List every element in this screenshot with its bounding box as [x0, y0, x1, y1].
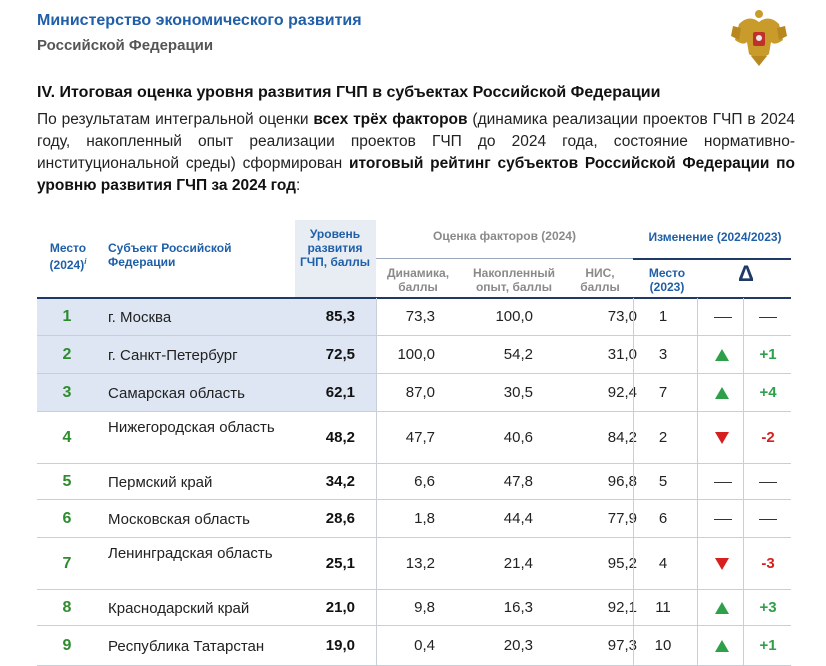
column-divider [633, 500, 634, 538]
table-row [37, 336, 795, 374]
table-row [37, 626, 795, 666]
dynamics-score: 13,2 [405, 555, 435, 572]
column-divider [743, 336, 744, 374]
table-row [37, 590, 795, 626]
rank-number: 7 [62, 555, 72, 572]
rank-number: 5 [62, 473, 72, 490]
trend-up-icon [715, 349, 729, 361]
column-divider [376, 464, 377, 500]
header-factors-group: Оценка факторов (2024) [433, 229, 576, 243]
level-score: 62,1 [325, 384, 355, 401]
column-divider [376, 298, 377, 336]
header-level: Уровень развития ГЧП, баллы [299, 227, 371, 269]
rank-number: 9 [62, 637, 72, 654]
rank-number: 3 [62, 384, 72, 401]
dynamics-score: 73,3 [405, 308, 435, 325]
divider [633, 258, 791, 260]
place-2023: 1 [658, 308, 668, 325]
column-divider [743, 298, 744, 336]
column-divider [633, 538, 634, 590]
column-divider [697, 374, 698, 412]
divider [376, 258, 633, 259]
header-delta: Δ [738, 261, 754, 286]
place-2023: 5 [658, 473, 668, 490]
section-title: IV. Итоговая оценка уровня развития ГЧП в субъектах Российской Федерации [37, 84, 661, 101]
column-divider [376, 336, 377, 374]
experience-score: 30,5 [503, 384, 533, 401]
ministry-name: Министерство экономического развития [37, 12, 362, 29]
table-row [37, 500, 795, 538]
intro-text: : [296, 177, 301, 194]
no-change-dash-icon [714, 317, 732, 318]
intro-bold-factors: всех трёх факторов [313, 111, 468, 128]
delta-value: +1 [759, 346, 777, 363]
place-2023: 6 [658, 510, 668, 527]
column-divider [697, 336, 698, 374]
delta-value: +4 [759, 384, 777, 401]
column-divider [633, 298, 634, 336]
experience-score: 40,6 [503, 429, 533, 446]
subject-name: Нижегородская область [108, 419, 275, 436]
nis-score: 84,2 [607, 429, 637, 446]
level-score: 19,0 [325, 637, 355, 654]
column-divider [376, 626, 377, 666]
place-2023: 7 [658, 384, 668, 401]
subject-name: Ленинградская область [108, 545, 273, 562]
delta-none-dash-icon [759, 482, 777, 483]
column-divider [743, 538, 744, 590]
rank-number: 2 [62, 346, 72, 363]
table-row [37, 464, 795, 500]
header-experience: Накопленный опыт, баллы [472, 266, 556, 294]
dynamics-score: 1,8 [414, 510, 435, 527]
column-divider [633, 336, 634, 374]
nis-score: 92,4 [607, 384, 637, 401]
dynamics-score: 0,4 [414, 637, 435, 654]
header-change-group: Изменение (2024/2023) [648, 230, 782, 244]
column-divider [743, 500, 744, 538]
nis-score: 96,8 [607, 473, 637, 490]
column-divider [697, 626, 698, 666]
column-divider [633, 590, 634, 626]
trend-up-icon [715, 640, 729, 652]
trend-down-icon [715, 558, 729, 570]
level-score: 85,3 [325, 308, 355, 325]
column-divider [376, 374, 377, 412]
nis-score: 31,0 [607, 346, 637, 363]
column-divider [697, 412, 698, 464]
column-divider [376, 412, 377, 464]
header-rank [40, 241, 96, 272]
experience-score: 21,4 [503, 555, 533, 572]
dynamics-score: 47,7 [405, 429, 435, 446]
column-divider [743, 374, 744, 412]
delta-none-dash-icon [759, 519, 777, 520]
trend-up-icon [715, 602, 729, 614]
dynamics-score: 100,0 [397, 346, 435, 363]
column-divider [633, 374, 634, 412]
subject-name: Московская область [108, 511, 250, 528]
level-score: 21,0 [325, 599, 355, 616]
dynamics-score: 6,6 [414, 473, 435, 490]
column-divider [697, 298, 698, 336]
dynamics-score: 9,8 [414, 599, 435, 616]
column-divider [633, 464, 634, 500]
rank-number: 1 [62, 308, 72, 325]
table-row [37, 412, 795, 464]
column-divider [633, 626, 634, 666]
subject-name: Республика Татарстан [108, 638, 265, 655]
trend-up-icon [715, 387, 729, 399]
nis-score: 92,1 [607, 599, 637, 616]
header-place2023: Место (2023) [648, 266, 686, 294]
level-score: 72,5 [325, 346, 355, 363]
nis-score: 95,2 [607, 555, 637, 572]
level-score: 25,1 [325, 555, 355, 572]
no-change-dash-icon [714, 519, 732, 520]
column-divider [633, 412, 634, 464]
column-divider [697, 500, 698, 538]
column-divider [697, 590, 698, 626]
level-score: 28,6 [325, 510, 355, 527]
table-row [37, 298, 795, 336]
header-nis: НИС, баллы [580, 266, 620, 294]
trend-down-icon [715, 432, 729, 444]
rank-footnote-mark: i [84, 257, 87, 266]
experience-score: 44,4 [503, 510, 533, 527]
rank-number: 6 [62, 510, 72, 527]
nis-score: 73,0 [607, 308, 637, 325]
place-2023: 4 [658, 555, 668, 572]
intro-text: (динамика реализации проектов ГЧП в 2024 году, накопленный опыт реализации проектов ГЧП до 2024 года, состояние нормативно-институциональной среды) сформирован [37, 111, 795, 172]
rank-number: 8 [62, 599, 72, 616]
place-2023: 11 [655, 599, 671, 616]
delta-none-dash-icon [759, 317, 777, 318]
column-divider [376, 538, 377, 590]
nis-score: 97,3 [607, 637, 637, 654]
level-score: 48,2 [325, 429, 355, 446]
subject-name: г. Москва [108, 309, 172, 326]
column-divider [743, 590, 744, 626]
subject-name: Самарская область [108, 385, 245, 402]
table-row [37, 538, 795, 590]
experience-score: 20,3 [503, 637, 533, 654]
delta-value: -3 [761, 555, 775, 572]
intro-text: По результатам интегральной оценки [37, 111, 314, 128]
rank-number: 4 [62, 429, 72, 446]
header-dynamics: Динамика, баллы [386, 266, 450, 294]
subject-name: Пермский край [108, 474, 213, 491]
delta-value: -2 [761, 429, 775, 446]
dynamics-score: 87,0 [405, 384, 435, 401]
column-divider [743, 464, 744, 500]
ministry-country: Российской Федерации [37, 37, 214, 54]
coat-of-arms-icon [729, 6, 789, 68]
column-divider [376, 590, 377, 626]
table-row [37, 374, 795, 412]
level-score: 34,2 [325, 473, 355, 490]
header-subject: Субъект Российской Федерации [108, 241, 232, 269]
experience-score: 16,3 [503, 599, 533, 616]
delta-value: +1 [759, 637, 777, 654]
intro-bold-rating: итоговый рейтинг субъектов Российской Федерации по уровню развития ГЧП за 2024 год [37, 155, 796, 194]
place-2023: 2 [658, 429, 668, 446]
column-divider [697, 464, 698, 500]
place-2023: 10 [654, 637, 672, 654]
subject-name: г. Санкт-Петербург [108, 347, 238, 364]
subject-name: Краснодарский край [108, 600, 250, 617]
experience-score: 54,2 [503, 346, 533, 363]
column-divider [743, 412, 744, 464]
delta-value: +3 [759, 599, 777, 616]
column-divider [743, 626, 744, 666]
column-divider [376, 500, 377, 538]
experience-score: 47,8 [503, 473, 533, 490]
place-2023: 3 [658, 346, 668, 363]
no-change-dash-icon [714, 482, 732, 483]
header-rank-label: Место (2024) [49, 241, 87, 272]
intro-paragraph [37, 109, 795, 197]
nis-score: 77,9 [607, 510, 637, 527]
experience-score: 100,0 [495, 308, 533, 325]
column-divider [697, 538, 698, 590]
